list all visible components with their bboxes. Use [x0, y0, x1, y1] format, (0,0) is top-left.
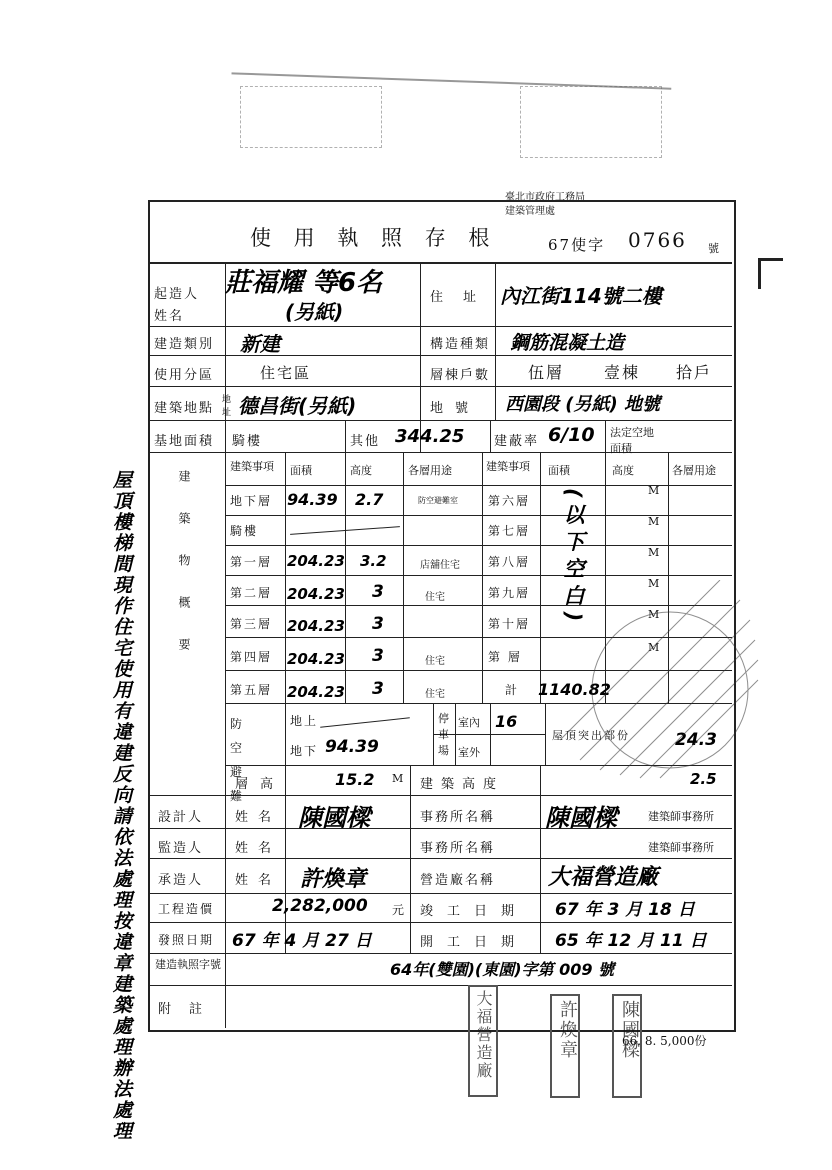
top-faded-stamp-box	[240, 86, 382, 148]
row-label: 第五層	[230, 683, 273, 697]
designer-name-value: 陳國樑	[298, 804, 370, 832]
hatched-stamp	[560, 580, 760, 780]
cost-label: 工程造價	[158, 902, 215, 916]
unit-m-right: M	[648, 608, 660, 621]
row-label: 騎樓	[230, 524, 259, 538]
row-label-right: 第六層	[488, 494, 531, 508]
overview-label: 建築物概要	[177, 470, 191, 680]
row-area: 204.23	[287, 585, 345, 603]
right-margin-mark	[758, 258, 783, 289]
row-label-right: 第七層	[488, 524, 531, 538]
address-value: 內江街114號二樓	[500, 284, 662, 308]
structure-label: 構造種類	[430, 337, 491, 352]
form-title: 使 用 執 照 存 根	[250, 226, 498, 250]
seal-stamp-2-text: 許煥章	[557, 1000, 578, 1060]
designer-office-suffix: 建築師事務所	[648, 810, 714, 823]
supervisor-office-suffix: 建築師事務所	[648, 841, 714, 854]
side-note: 屋頂樓梯間現作住宅使用有違建反向請依法處理按違章建築處理辦法處理	[110, 470, 132, 1142]
issue-label: 發照日期	[158, 933, 215, 947]
designer-office-label: 事務所名稱	[420, 810, 496, 825]
footer-print: 66. 8. 5,000份	[622, 1034, 707, 1048]
seal-stamp-1-text: 大福營造廠	[474, 990, 493, 1080]
row-use: 住宅	[425, 656, 445, 667]
height-unit: M	[392, 772, 404, 785]
building-type-value: 新建	[240, 332, 280, 356]
unit-m-right: M	[648, 577, 660, 590]
lot-value: 西園段 (另紙) 地號	[505, 394, 660, 415]
supervisor-name-label: 姓名	[235, 841, 282, 856]
top-right-text-1: 臺北市政府工務局	[505, 192, 585, 203]
zone-value: 住宅區	[260, 364, 312, 382]
roof-value: 24.3	[675, 730, 717, 750]
coverage-value: 6/10	[548, 424, 595, 446]
row-label: 第二層	[230, 586, 273, 600]
site-label: 建築地點	[154, 401, 215, 416]
parking-outdoor: 室外	[458, 746, 480, 759]
row-height: 3.2	[360, 552, 387, 570]
row-label-right: 第九層	[488, 586, 531, 600]
notes-label: 附註	[158, 1002, 221, 1017]
row-height: 3	[372, 646, 384, 666]
header-area-right: 面積	[548, 464, 570, 477]
start-value: 67 年 3 月 18 日	[555, 900, 695, 920]
row-use: 住宅	[425, 689, 445, 700]
contractor-name-label: 姓名	[235, 873, 282, 888]
number-prefix: 67使字	[548, 236, 606, 254]
shelter-below: 地下	[290, 744, 319, 758]
row-height: 3	[372, 679, 384, 699]
seal-stamp-3-text: 陳國樑	[619, 1000, 640, 1060]
header-use-right: 各層用途	[672, 464, 716, 477]
shelter-above: 地上	[290, 714, 319, 728]
parking-value: 16	[495, 712, 518, 731]
cost-value: 2,282,000	[272, 896, 368, 916]
legal-open-label: 法定空地面積	[610, 426, 654, 455]
header-item-left: 建築事項	[230, 460, 274, 473]
parking-label: 停車場	[438, 712, 449, 757]
unit-m-right: M	[648, 515, 660, 528]
zone-label: 使用分區	[154, 368, 215, 383]
parking-indoor: 室內	[458, 716, 480, 729]
row-height: 3	[372, 614, 384, 634]
designer-label: 設計人	[158, 810, 204, 825]
row-area: 94.39	[287, 490, 338, 509]
arcade-label: 騎樓	[232, 434, 263, 449]
height-label: 層高	[235, 777, 286, 792]
designer-office-value: 陳國樑	[545, 804, 617, 832]
site-addr-label: 地址	[222, 395, 232, 418]
builder-note: (另紙)	[285, 300, 344, 324]
cost-unit: 元	[392, 903, 407, 917]
building-height-value: 2.5	[690, 770, 717, 788]
row-use: 防空避難室	[418, 496, 458, 505]
builder-value: 莊福耀 等6名	[225, 268, 383, 298]
permit-value: 64年(雙園)(東園)字第 009 號	[390, 960, 615, 979]
number-suffix: 號	[708, 242, 721, 255]
row-label-right: 第八層	[488, 555, 531, 569]
total-value: 1140.82	[538, 680, 611, 699]
top-right-text-2: 建築管理處	[505, 206, 555, 217]
floors-value-3: 拾戶	[676, 363, 713, 382]
address-label: 住址	[430, 290, 497, 305]
row-use: 住宅	[425, 592, 445, 603]
row-label: 第一層	[230, 555, 273, 569]
header-height-left: 高度	[350, 464, 372, 477]
row-use: 店舖住宅	[420, 560, 460, 571]
shelter-label: 防空避難	[230, 717, 257, 803]
building-height-label: 建築高度	[420, 777, 505, 792]
contractor-label: 承造人	[158, 873, 204, 888]
begin-value: 65 年 12 月 11 日	[555, 931, 707, 951]
row-label: 第三層	[230, 617, 273, 631]
contractor-firm-value: 大福營造廠	[548, 865, 659, 890]
number: 0766	[628, 228, 687, 252]
structure-value: 鋼筋混凝土造	[510, 332, 625, 354]
begin-label: 開工日期	[420, 935, 529, 950]
floors-value-2: 壹棟	[604, 363, 641, 382]
row-height: 3	[372, 582, 384, 602]
permit-label: 建造執照字號	[155, 958, 221, 971]
designer-name-label: 姓名	[235, 810, 282, 825]
floors-label: 層棟戶數	[430, 368, 491, 383]
row-label-right: 第十層	[488, 617, 531, 631]
row-height: 2.7	[355, 490, 384, 509]
supervisor-label: 監造人	[158, 841, 204, 856]
unit-m-right: M	[648, 484, 660, 497]
start-label: 竣工日期	[420, 904, 529, 919]
roof-label: 屋頂突出部份	[552, 729, 630, 742]
other-label: 其他	[350, 434, 381, 449]
area-label: 基地面積	[154, 434, 215, 449]
row-area: 204.23	[287, 650, 345, 668]
unit-m-right: M	[648, 546, 660, 559]
shelter-below-value: 94.39	[325, 737, 379, 757]
header-area-left: 面積	[290, 464, 312, 477]
other-value: 344.25	[395, 426, 465, 447]
row-area: 204.23	[287, 617, 345, 635]
floors-value-1: 伍層	[528, 363, 565, 382]
site-addr-value: 德昌街(另紙)	[238, 394, 357, 418]
issue-value: 67 年 4 月 27 日	[232, 931, 372, 951]
coverage-label: 建蔽率	[494, 434, 540, 449]
header-height-right: 高度	[612, 464, 634, 477]
header-item-right: 建築事項	[486, 460, 530, 473]
height-value: 15.2	[335, 770, 375, 789]
contractor-firm-label: 營造廠名稱	[420, 873, 496, 888]
lot-label: 地號	[430, 401, 481, 416]
row-label: 第四層	[230, 650, 273, 664]
builder-label: 起造人 姓名	[154, 287, 200, 324]
row-area: 204.23	[287, 552, 345, 570]
supervisor-office-label: 事務所名稱	[420, 841, 496, 856]
unit-m-right: M	[648, 641, 660, 654]
right-note: (以下空白)	[561, 488, 585, 628]
row-area: 204.23	[287, 683, 345, 701]
row-label-right: 第 層	[488, 650, 522, 664]
row-label-right: 計	[505, 683, 520, 697]
header-use-left: 各層用途	[408, 464, 452, 477]
row-label: 地下層	[230, 494, 273, 508]
building-type-label: 建造類別	[154, 337, 215, 352]
contractor-name-value: 許煥章	[300, 867, 367, 892]
top-faded-stamp-box-2	[520, 86, 662, 158]
